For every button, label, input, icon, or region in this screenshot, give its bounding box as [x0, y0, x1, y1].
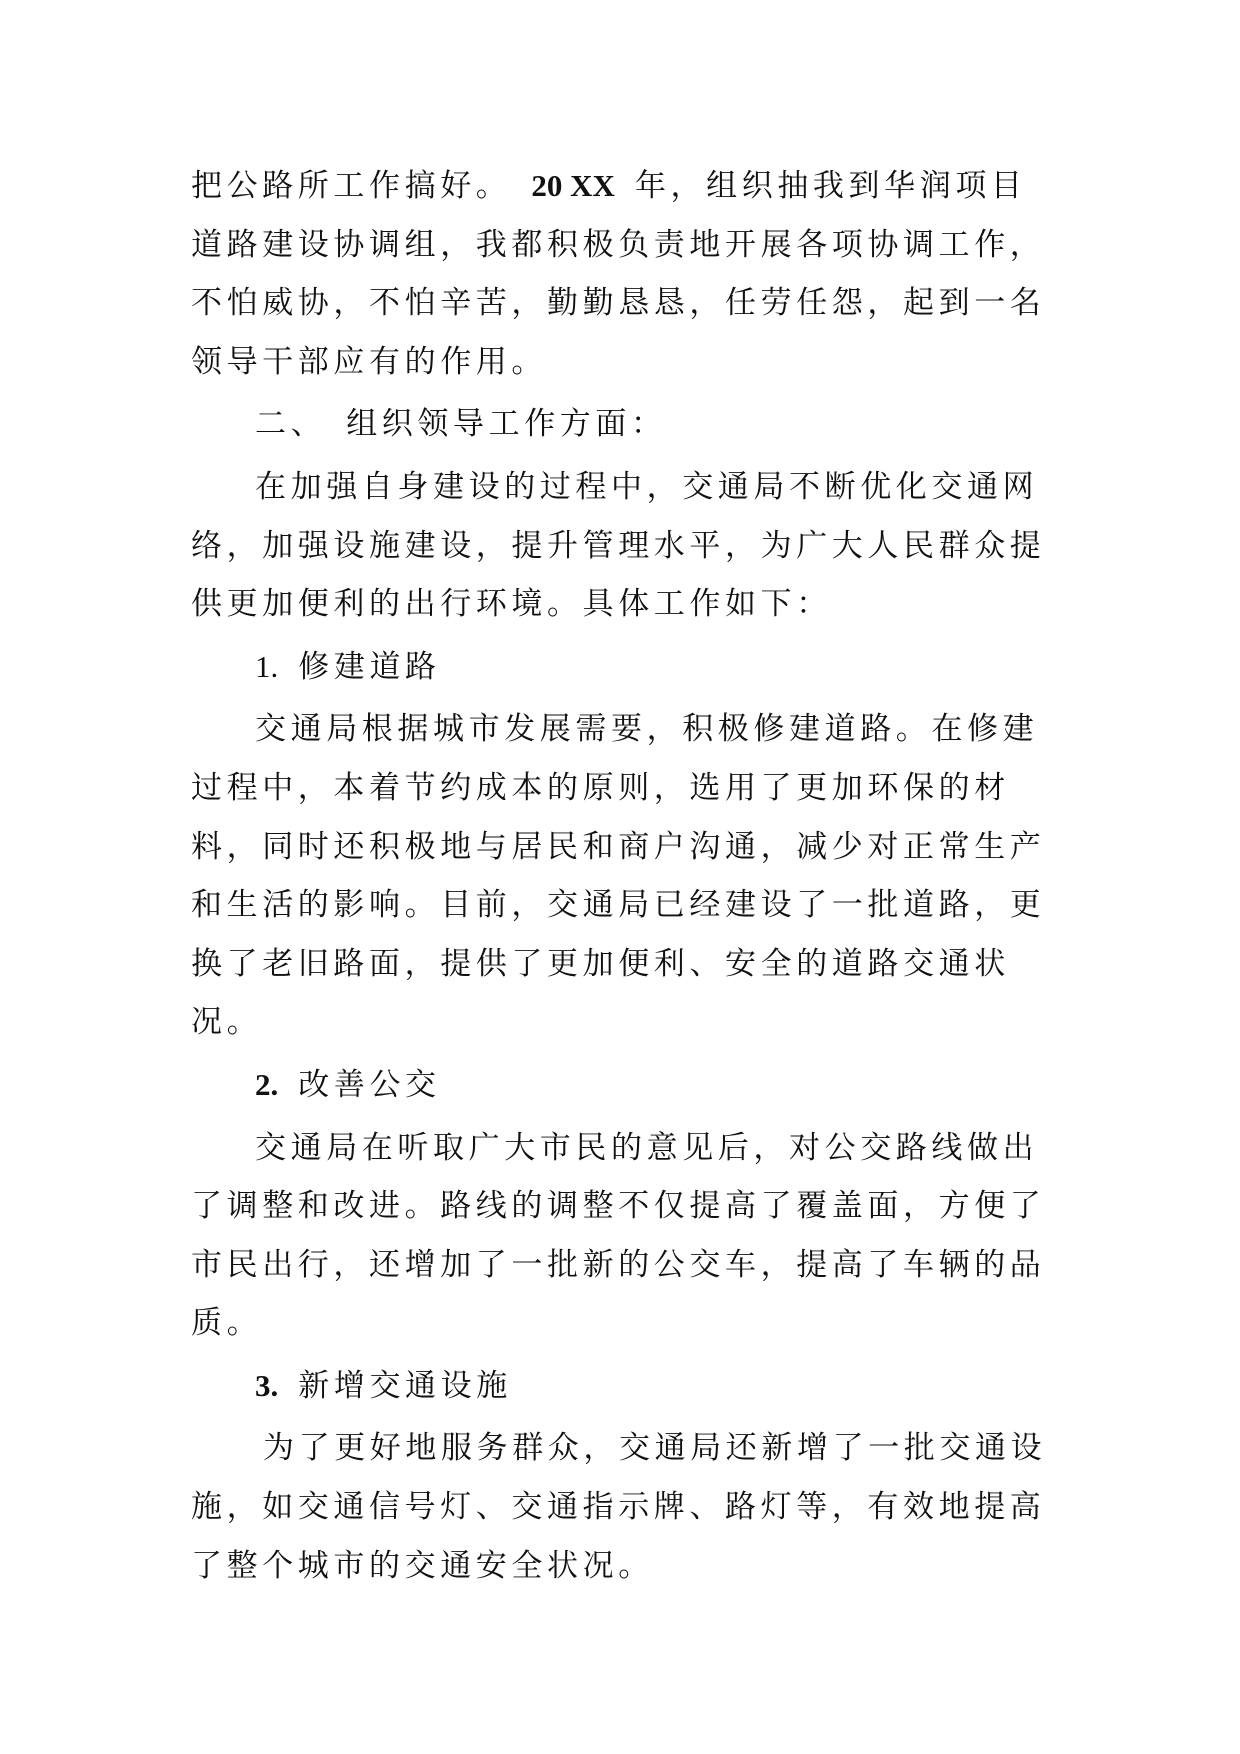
document-body — [191, 157, 1051, 1595]
item-body-3 — [191, 1419, 1051, 1595]
item-number-3: 3. — [255, 1367, 279, 1403]
item-heading-2 — [191, 1052, 1051, 1119]
item-body-2: 交通局在听取广大市民的意见后，对公交路线做出了调整和改进。路线的调整不仅提高了覆盖面，方便了市民出行，还增加了一批新的公交车，提高了车辆的品质。 — [191, 1129, 1046, 1342]
intro-paragraph: 在加强自身建设的过程中，交通局不断优化交通网络，加强设施建设，提升管理水平，为广大人民群众提供更加便利的出行环境。具体工作如下： — [191, 468, 1046, 623]
section-heading — [191, 391, 1051, 458]
item-number-2: 2. — [255, 1066, 279, 1102]
section-title: 组织领导工作方面： — [346, 406, 667, 443]
year-text: 20 XX — [531, 168, 615, 203]
continuation-text-end: 年，组织抽我到华润项目道路建设协调组，我都积极负责地开展各项协调工作，不怕威协，不怕辛苦，勤勤恳恳，任劳任怨，起到一名领导干部应有的作用。 — [191, 168, 1046, 380]
item-title-3: 新增交通设施 — [298, 1367, 512, 1404]
continuation-paragraph — [191, 157, 1051, 391]
item-heading-3 — [191, 1353, 1051, 1420]
item-body-3-text: 为了更好地服务群众，交通局还新增了一批交通设施，如交通信号灯、交通指示牌、路灯等，有效地提高了整个城市的交通安全状况。 — [191, 1430, 1047, 1584]
item-heading-1 — [191, 634, 1051, 701]
section-number: 二、 — [255, 406, 327, 443]
continuation-text-start: 把公路所工作搞好。 — [191, 168, 512, 204]
item-body-1: 交通局根据城市发展需要，积极修建道路。在修建过程中，本着节约成本的原则，选用了更加环保的材料，同时还积极地与居民和商户沟通，减少对正常生产和生活的影响。目前，交通局已经建设了一批道路，更换了老旧路面，提供了更加便利、安全的道路交通状况。 — [191, 711, 1046, 1041]
item-number-1: 1. — [255, 648, 279, 684]
item-title-2: 改善公交 — [298, 1066, 441, 1103]
item-title-1: 修建道路 — [298, 648, 441, 685]
